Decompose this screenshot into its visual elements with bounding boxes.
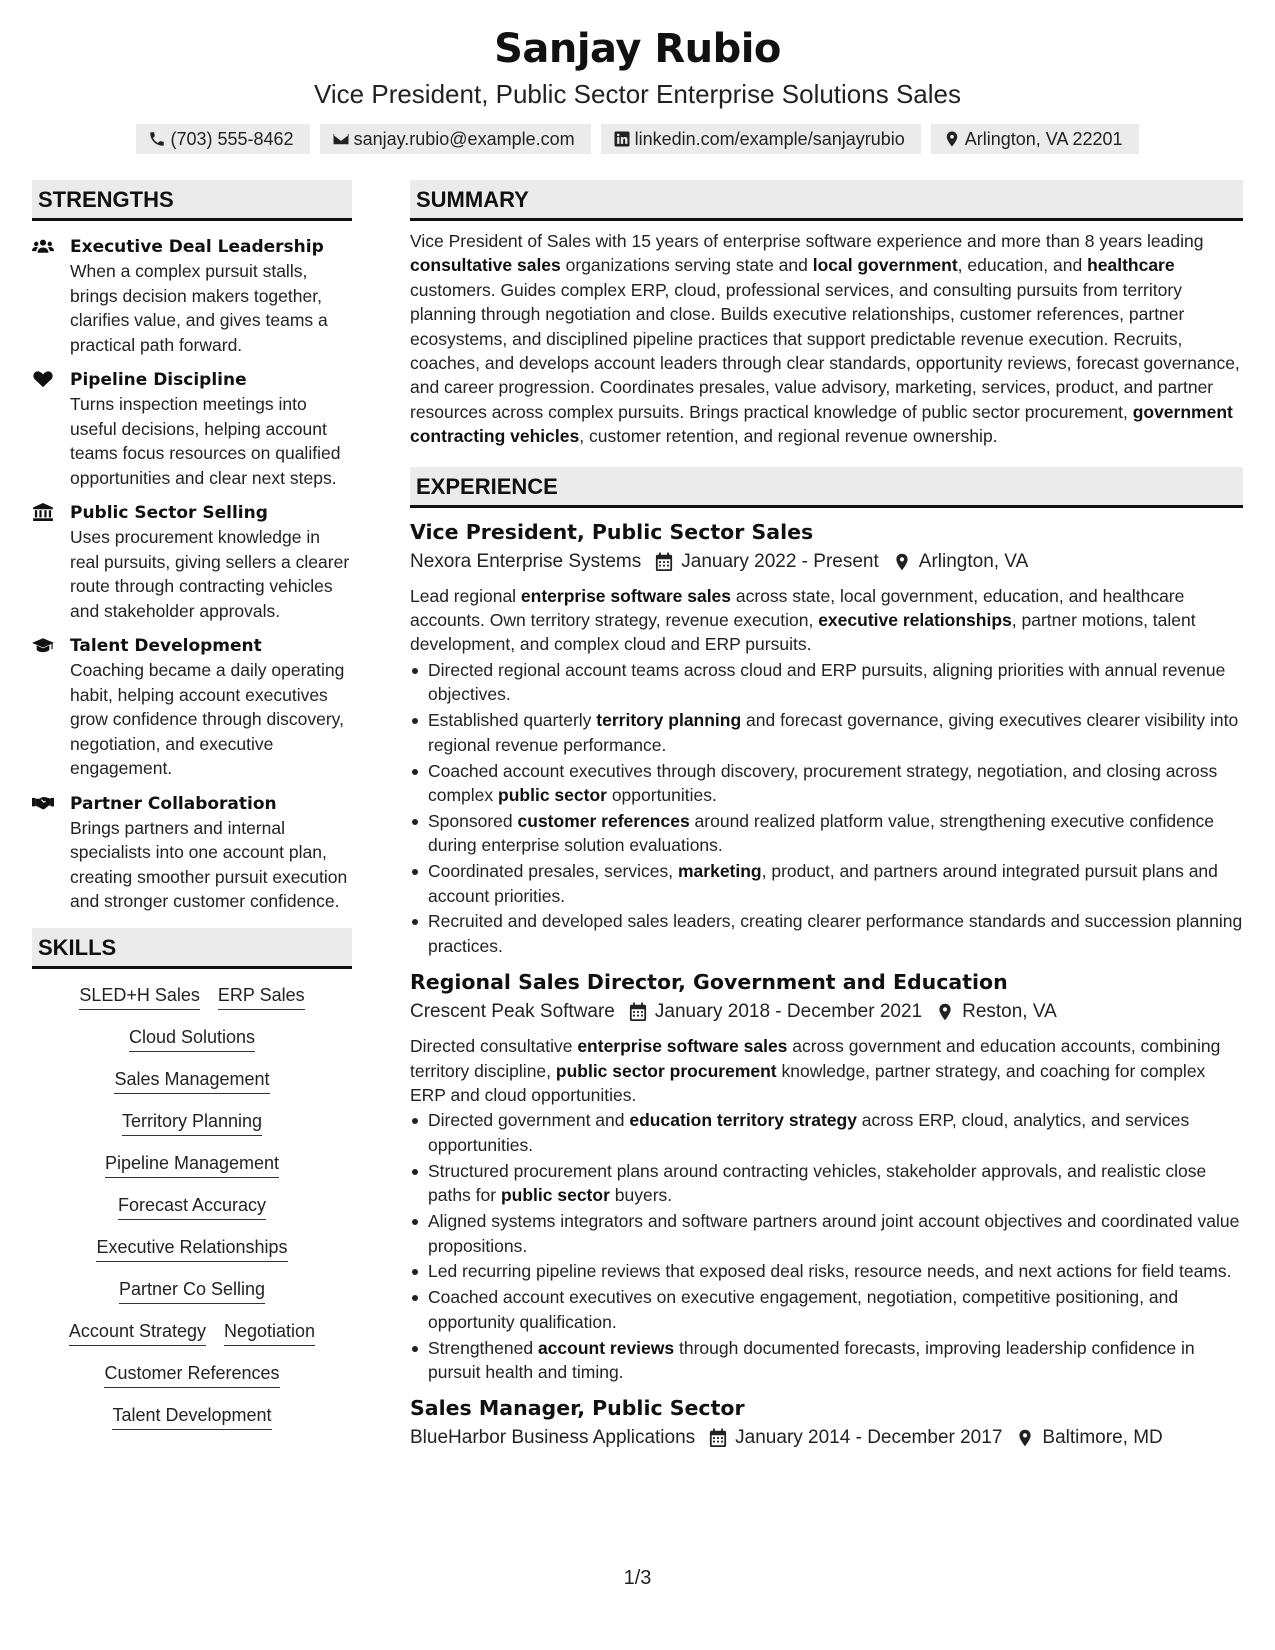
text-run: , education, and <box>957 255 1088 276</box>
strength-title: Partner Collaboration <box>70 793 277 814</box>
graduation-cap-icon <box>32 636 54 654</box>
calendar-icon <box>629 1002 647 1022</box>
text-run: Coordinated presales, services, <box>428 861 678 882</box>
bullet-item <box>410 909 1243 958</box>
phone-icon <box>148 130 166 148</box>
strength-title: Pipeline Discipline <box>70 370 247 390</box>
skill-tag: Partner Co Selling <box>119 1277 265 1304</box>
bold-keyword: public sector procurement <box>555 1060 777 1081</box>
text-run: , partner motions, talent development, and complex cloud and ERP pursuits. <box>410 610 1196 655</box>
bold-keyword: customer references <box>517 810 690 831</box>
strength-desc: Coaching became a daily operating habit, helping account executives grow confidence through discovery, negotiation, and executive engagement. <box>70 660 345 778</box>
strengths-list <box>32 235 352 914</box>
contact-location-text: Arlington, VA 22201 <box>964 128 1123 149</box>
text-run: buyers. <box>609 1185 673 1206</box>
text-run: Established quarterly <box>428 710 597 731</box>
left-column <box>32 180 352 1452</box>
bullet-item <box>410 1259 1243 1283</box>
map-pin-icon <box>1016 1428 1034 1448</box>
text-run: customers. Guides complex ERP, cloud, professional services, and consulting pursuits from territory planning through negotiation and close. Builds executive relationships, customer references, partner ecosystems, and disciplined pipeline practices that support predictable revenue execution. Recruits, coaches, and develops account leaders through clear standards, opportunity reviews, forecast governance, and career progression. Coordinates presales, value advisory, marketing, services, product, and partner resources across complex pursuits. Brings practical knowledge of public sector procurement, <box>410 279 1240 422</box>
bullet-item <box>410 658 1243 707</box>
skill-row <box>32 1235 352 1262</box>
calendar-icon <box>655 552 673 572</box>
skill-tag: Account Strategy <box>69 1319 206 1346</box>
job-entry <box>410 1394 1243 1452</box>
job-title: Vice President, Public Sector Sales <box>410 519 814 544</box>
job-intro <box>410 1034 1243 1107</box>
job-entry <box>410 968 1243 1384</box>
contact-phone <box>136 124 309 154</box>
candidate-name: Sanjay Rubio <box>494 26 781 72</box>
job-meta <box>410 1424 1243 1452</box>
job-dates: January 2018 - December 2021 <box>654 1001 923 1023</box>
skill-row <box>32 1319 352 1346</box>
job-location: Reston, VA <box>962 1001 1057 1023</box>
experience-heading: EXPERIENCE <box>410 467 1243 508</box>
text-run: Strengthened <box>428 1337 538 1358</box>
strength-item <box>32 235 352 357</box>
bullet-item <box>410 859 1243 908</box>
bullet-item <box>410 809 1243 858</box>
bold-keyword: enterprise software sales <box>520 585 732 606</box>
bullet-item <box>410 1336 1243 1385</box>
skills-section <box>32 928 352 1430</box>
skill-tag: Sales Management <box>114 1067 269 1094</box>
contact-phone-text: (703) 555-8462 <box>170 128 294 149</box>
text-run: Vice President of Sales with 15 years of enterprise software experience and more than 8 years leading <box>410 231 1204 251</box>
text-run: Coached account executives through discovery, procurement strategy, negotiation, and closing across complex <box>428 760 1218 805</box>
job-company: Crescent Peak Software <box>410 1001 615 1023</box>
skill-row <box>32 1277 352 1304</box>
job-dates: January 2014 - December 2017 <box>735 1427 1003 1449</box>
text-run: opportunities. <box>606 784 717 805</box>
map-pin-icon <box>936 1002 954 1022</box>
text-run: Aligned systems integrators and software partners around joint account objectives and coordinated value propositions. <box>428 1211 1240 1256</box>
text-run: , product, and partners around integrated pursuit plans and account priorities. <box>428 861 1218 906</box>
bold-keyword: government contracting vehicles <box>410 401 1233 447</box>
skill-tag: ERP Sales <box>218 983 305 1010</box>
text-run: Lead regional <box>410 585 521 606</box>
job-meta <box>410 998 1243 1026</box>
skill-tag: Territory Planning <box>122 1109 262 1136</box>
skill-tag: Forecast Accuracy <box>118 1193 266 1220</box>
contact-email[interactable] <box>320 124 591 154</box>
strength-desc: Turns inspection meetings into useful decisions, helping account teams focus resources on qualified opportunities and clear next steps. <box>70 394 341 488</box>
page-number: 1/3 <box>623 1567 652 1589</box>
bold-keyword: marketing <box>677 861 762 882</box>
bullet-item <box>410 1209 1243 1258</box>
job-dates: January 2022 - Present <box>681 550 879 572</box>
resume-header <box>0 0 1275 154</box>
strength-title: Executive Deal Leadership <box>70 237 324 257</box>
strength-item <box>32 634 352 781</box>
summary-text <box>410 229 1243 449</box>
handshake-icon <box>32 794 54 812</box>
job-title: Sales Manager, Public Sector <box>410 1396 745 1421</box>
contact-email-text: sanjay.rubio@example.com <box>353 128 575 149</box>
strength-title: Talent Development <box>70 636 262 656</box>
text-run: organizations serving state and <box>560 255 813 276</box>
skill-row <box>32 1403 352 1430</box>
heart-icon <box>32 370 54 388</box>
job-location: Arlington, VA <box>918 550 1029 572</box>
skill-row <box>32 1151 352 1178</box>
bullet-item <box>410 1285 1243 1334</box>
strength-desc: Brings partners and internal specialists into one account plan, creating smoother pursuit execution and stronger customer confidence. <box>70 817 348 911</box>
job-bullets <box>410 658 1243 958</box>
job-location: Baltimore, MD <box>1042 1427 1163 1449</box>
skill-tag: Pipeline Management <box>105 1151 279 1178</box>
map-pin-icon <box>943 130 961 148</box>
text-run: Led recurring pipeline reviews that exposed deal risks, resource needs, and next actions for field teams. <box>428 1261 1232 1282</box>
job-intro <box>410 584 1243 657</box>
bold-keyword: healthcare <box>1087 255 1175 276</box>
resume-body <box>32 180 1243 1452</box>
bold-keyword: public sector <box>500 1185 610 1206</box>
strength-item <box>32 368 352 490</box>
candidate-title: Vice President, Public Sector Enterprise Solutions Sales <box>314 79 961 109</box>
linkedin-icon <box>613 130 631 148</box>
bold-keyword: local government <box>812 255 958 276</box>
bold-keyword: executive relationships <box>818 610 1012 631</box>
bold-keyword: public sector <box>498 784 607 805</box>
experience-list <box>410 518 1243 1453</box>
skill-row <box>32 1193 352 1220</box>
summary-heading: SUMMARY <box>410 180 1243 221</box>
strength-item <box>32 792 352 914</box>
skill-row <box>32 983 352 1010</box>
job-entry <box>410 518 1243 959</box>
bullet-item <box>410 1108 1243 1157</box>
skill-row <box>32 1109 352 1136</box>
text-run: Coached account executives on executive engagement, negotiation, competitive positioning, and opportunity qualification. <box>428 1287 1179 1332</box>
strength-desc: Uses procurement knowledge in real pursuits, giving sellers a clearer route through contracting vehicles and stakeholder approvals. <box>70 527 350 621</box>
calendar-icon <box>709 1428 727 1448</box>
bold-keyword: territory planning <box>596 710 742 731</box>
text-run: knowledge, partner strategy, and coaching for complex ERP and cloud opportunities. <box>410 1060 1206 1106</box>
landmark-icon <box>32 503 54 521</box>
text-run: Directed government and <box>428 1110 630 1131</box>
bullet-item <box>410 759 1243 808</box>
text-run: across ERP, cloud, analytics, and services opportunities. <box>428 1110 1190 1155</box>
bullet-item <box>410 1159 1243 1208</box>
skill-tag: Cloud Solutions <box>129 1025 255 1052</box>
text-run: Sponsored <box>428 810 518 831</box>
strength-title: Public Sector Selling <box>70 503 268 523</box>
strength-desc: When a complex pursuit stalls, brings decision makers together, clarifies value, and gives teams a practical path forward. <box>70 261 328 355</box>
skill-tag: SLED+H Sales <box>79 983 200 1010</box>
text-run: Structured procurement plans around contracting vehicles, stakeholder approvals, and realistic close paths for <box>428 1160 1207 1206</box>
contact-location <box>931 124 1139 154</box>
text-run: , customer retention, and regional revenue ownership. <box>579 426 998 447</box>
job-company: Nexora Enterprise Systems <box>410 550 642 572</box>
text-run: around realized platform value, strengthening executive confidence during enterprise solution evaluations. <box>428 810 1215 856</box>
bold-keyword: consultative sales <box>410 255 561 276</box>
text-run: Directed consultative <box>410 1036 578 1057</box>
text-run: Recruited and developed sales leaders, creating clearer performance standards and succession planning practices. <box>428 911 1243 956</box>
bold-keyword: account reviews <box>537 1337 675 1358</box>
right-column <box>410 180 1243 1452</box>
skill-tag: Executive Relationships <box>96 1235 287 1262</box>
contact-linkedin-text: linkedin.com/example/sanjayrubio <box>634 128 905 149</box>
bold-keyword: enterprise software sales <box>577 1036 788 1057</box>
skills-list <box>32 983 352 1430</box>
contact-bar <box>0 124 1275 154</box>
envelope-icon <box>332 130 350 148</box>
text-run: across state, local government, education, and healthcare accounts. Own territory strategy, revenue execution, <box>410 585 1185 631</box>
bold-keyword: education territory strategy <box>629 1110 857 1131</box>
skill-row <box>32 1361 352 1388</box>
text-run: across government and education accounts, combining territory discipline, <box>410 1036 1221 1081</box>
strength-item <box>32 501 352 623</box>
skill-row <box>32 1025 352 1052</box>
skill-tag: Talent Development <box>112 1403 271 1430</box>
job-meta <box>410 548 1243 576</box>
map-pin-icon <box>893 552 911 572</box>
contact-linkedin[interactable] <box>601 124 921 154</box>
strengths-heading: STRENGTHS <box>32 180 352 221</box>
skill-tag: Customer References <box>104 1361 279 1388</box>
skills-heading: SKILLS <box>32 928 352 969</box>
skill-row <box>32 1067 352 1094</box>
users-icon <box>32 237 54 255</box>
bullet-item <box>410 708 1243 757</box>
text-run: Directed regional account teams across cloud and ERP pursuits, aligning priorities with annual revenue objectives. <box>428 659 1226 705</box>
job-company: BlueHarbor Business Applications <box>410 1427 696 1449</box>
skill-tag: Negotiation <box>224 1319 315 1346</box>
job-title: Regional Sales Director, Government and Education <box>410 970 1008 995</box>
job-bullets <box>410 1108 1243 1384</box>
text-run: and forecast governance, giving executives clearer visibility into regional revenue performance. <box>428 710 1239 755</box>
text-run: through documented forecasts, improving leadership confidence in pursuit health and timing. <box>428 1337 1195 1383</box>
